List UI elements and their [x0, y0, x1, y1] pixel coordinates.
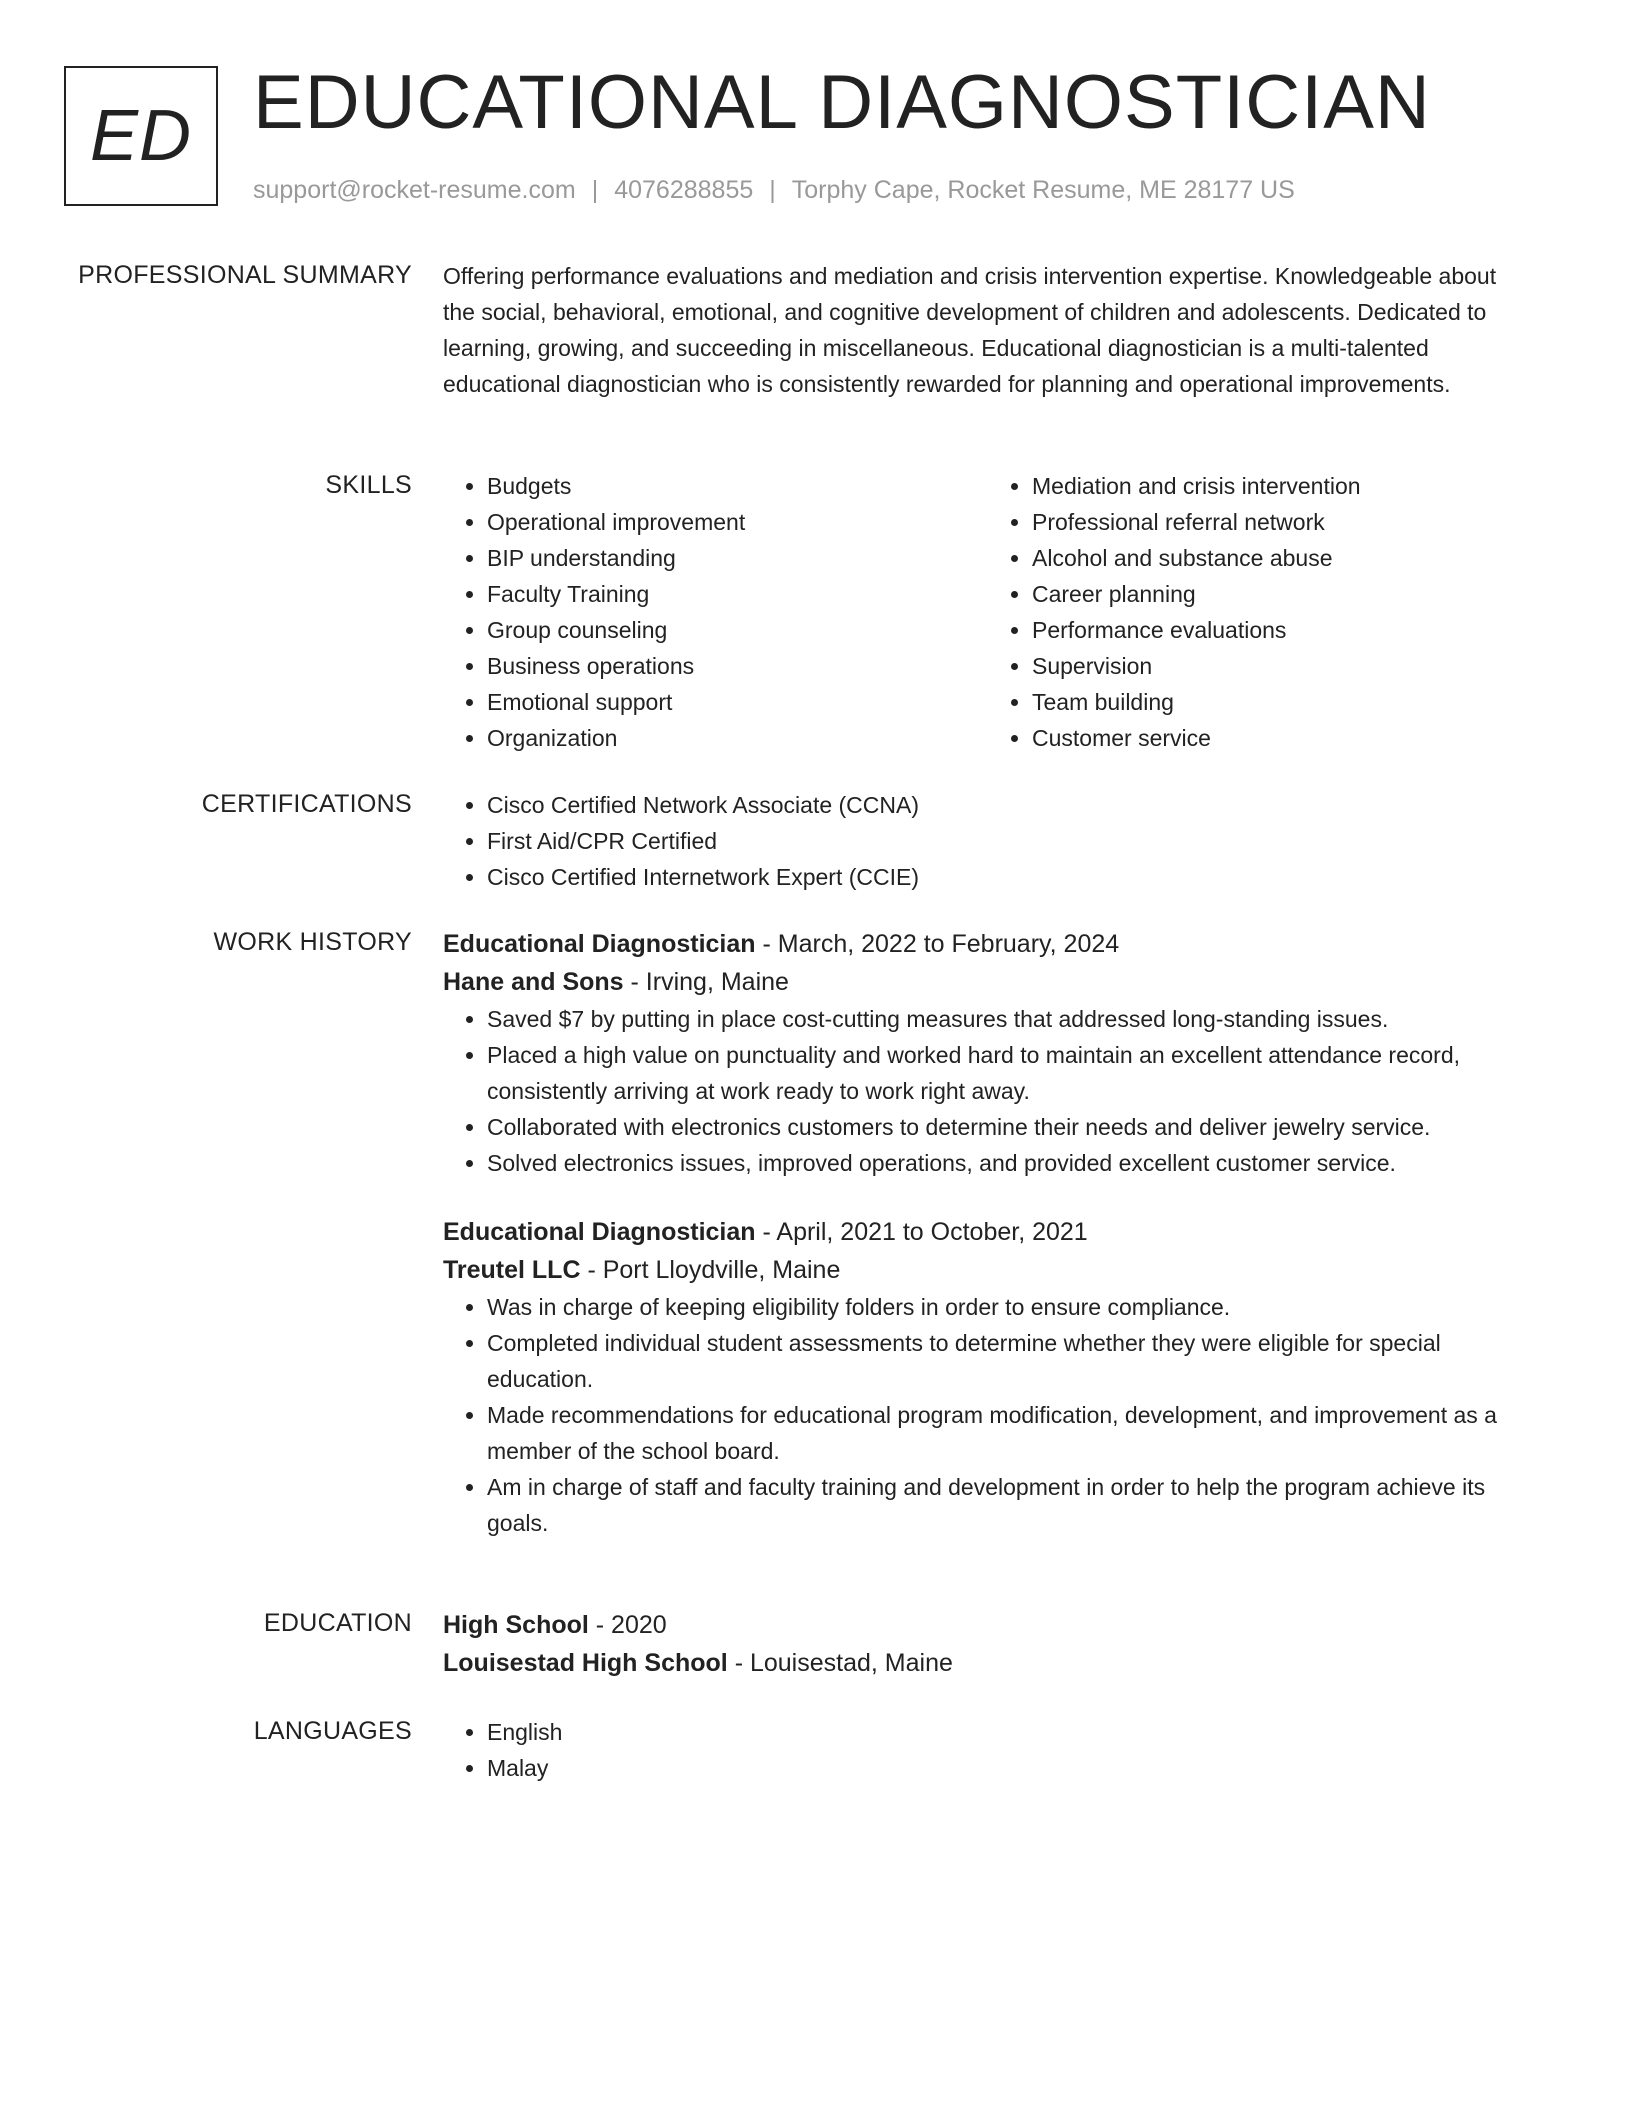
job-bullet: • Collaborated with electronics customers to determine their needs and deliver jewelry service.	[487, 1109, 1533, 1145]
job-title: Educational Diagnostician	[443, 1218, 756, 1246]
skills-column-right	[988, 468, 1533, 756]
languages-body	[443, 1714, 1533, 1786]
job-company: Treutel LLC	[443, 1256, 581, 1284]
skill-item: • Operational improvement	[487, 504, 988, 540]
certification-item: • First Aid/CPR Certified	[487, 823, 1533, 859]
skill-item: • Supervision	[1032, 648, 1533, 684]
certifications-body	[443, 787, 1533, 895]
section-label-skills: SKILLS	[325, 471, 412, 499]
education-school-line	[443, 1644, 1533, 1682]
skills-column-left	[443, 468, 988, 756]
job-dates: - April, 2021 to October, 2021	[755, 1218, 1088, 1246]
languages-list	[443, 1714, 1533, 1786]
education-school: Louisestad High School	[443, 1649, 728, 1677]
education-location: - Louisestad, Maine	[727, 1649, 953, 1677]
job-bullet: • Solved electronics issues, improved operations, and provided excellent customer service.	[487, 1145, 1533, 1181]
skill-item: • Performance evaluations	[1032, 612, 1533, 648]
job-bullet: • Made recommendations for educational program modification, development, and improvement as a member of the school board.	[487, 1397, 1533, 1469]
job-company: Hane and Sons	[443, 968, 624, 996]
contact-separator: |	[769, 176, 776, 204]
skill-item: • Organization	[487, 720, 988, 756]
education-degree-line	[443, 1606, 1533, 1644]
language-item: • Malay	[487, 1750, 1533, 1786]
job-bullet: • Completed individual student assessments to determine whether they were eligible for special education.	[487, 1325, 1533, 1397]
job-bullet: • Am in charge of staff and faculty training and development in order to help the program achieve its goals.	[487, 1469, 1533, 1541]
certification-item: • Cisco Certified Network Associate (CCNA)	[487, 787, 1533, 823]
skill-item: • Customer service	[1032, 720, 1533, 756]
skill-item: • Professional referral network	[1032, 504, 1533, 540]
contact-line	[253, 173, 1295, 207]
job-company-line	[443, 1251, 1533, 1289]
section-label-summary: PROFESSIONAL SUMMARY	[78, 261, 412, 289]
monogram-box	[64, 66, 218, 206]
skill-item: • Team building	[1032, 684, 1533, 720]
job-title-line	[443, 925, 1533, 963]
job-title-line	[443, 1213, 1533, 1251]
section-label-certifications: CERTIFICATIONS	[201, 790, 412, 818]
skills-list-right	[988, 468, 1533, 756]
skill-item: • Career planning	[1032, 576, 1533, 612]
job-bullets	[443, 1289, 1533, 1541]
language-item: • English	[487, 1714, 1533, 1750]
job-entry	[443, 1213, 1533, 1541]
job-bullet: • Placed a high value on punctuality and worked hard to maintain an excellent attendance record, consistently arriving at work ready to work right away.	[487, 1037, 1533, 1109]
job-bullet: • Saved $7 by putting in place cost-cutting measures that addressed long-standing issues.	[487, 1001, 1533, 1037]
certifications-list	[443, 787, 1533, 895]
skill-item: • Alcohol and substance abuse	[1032, 540, 1533, 576]
skill-item: • Emotional support	[487, 684, 988, 720]
section-label-languages: LANGUAGES	[253, 1717, 412, 1745]
skills-list-left	[443, 468, 988, 756]
job-entry	[443, 925, 1533, 1181]
monogram-initials: ED	[89, 96, 193, 176]
summary-body	[443, 258, 1533, 402]
education-year: - 2020	[588, 1611, 667, 1639]
contact-phone: 4076288855	[614, 176, 754, 204]
job-location: - Irving, Maine	[623, 968, 789, 996]
skill-item: • Budgets	[487, 468, 988, 504]
certification-item: • Cisco Certified Internetwork Expert (CCIE)	[487, 859, 1533, 895]
contact-separator: |	[591, 176, 599, 204]
skill-item: • Group counseling	[487, 612, 988, 648]
skill-item: • Business operations	[487, 648, 988, 684]
section-label-education: EDUCATION	[263, 1609, 412, 1637]
summary-text: Offering performance evaluations and mediation and crisis intervention expertise. Knowledgeable about the social, behavioral, emotional, and cognitive development of children and adolescents. Dedicated to learning, growing, and succeeding in miscellaneous. Educational diagnostician is a multi-talented educational diagnostician who is consistently rewarded for planning and operational improvements.	[443, 263, 1497, 397]
job-location: - Port Lloydville, Maine	[580, 1256, 841, 1284]
job-dates: - March, 2022 to February, 2024	[755, 930, 1120, 958]
skills-body	[443, 468, 1533, 756]
candidate-name: EDUCATIONAL DIAGNOSTICIAN	[253, 60, 1431, 145]
education-body	[443, 1606, 1533, 1682]
job-bullet: • Was in charge of keeping eligibility folders in order to ensure compliance.	[487, 1289, 1533, 1325]
skill-item: • BIP understanding	[487, 540, 988, 576]
job-bullets	[443, 1001, 1533, 1181]
job-company-line	[443, 963, 1533, 1001]
contact-address: Torphy Cape, Rocket Resume, ME 28177 US	[791, 176, 1295, 204]
work-history-body	[443, 925, 1533, 1541]
education-degree: High School	[443, 1611, 589, 1639]
skill-item: • Mediation and crisis intervention	[1032, 468, 1533, 504]
job-title: Educational Diagnostician	[443, 930, 756, 958]
contact-email: support@rocket-resume.com	[253, 176, 576, 204]
skill-item: • Faculty Training	[487, 576, 988, 612]
section-label-work-history: WORK HISTORY	[213, 928, 412, 956]
